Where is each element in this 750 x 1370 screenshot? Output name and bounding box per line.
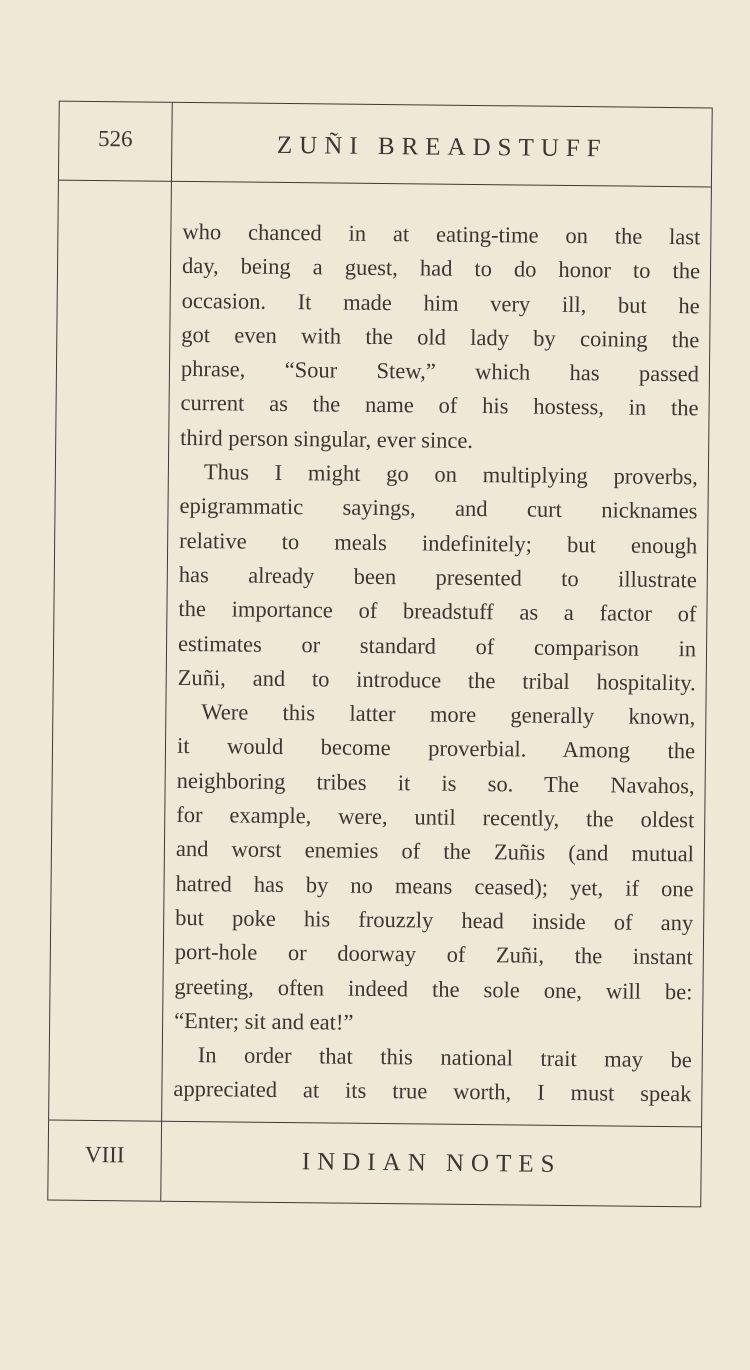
text-line: for example, were, until recently, the oldest — [176, 801, 695, 833]
column-divider — [160, 103, 172, 1201]
series-title: INDIAN NOTES — [301, 1148, 562, 1178]
text-line: but poke his frouzzly head inside of any — [175, 904, 694, 936]
text-line: Thus I might go on multiplying proverbs, — [203, 459, 699, 490]
text-line: occasion. It made him very ill, but he — [181, 287, 700, 318]
text-line: relative to meals indefinitely; but enough — [179, 527, 698, 558]
text-line: Were this latter more generally known, — [201, 699, 696, 730]
page-number: 526 — [98, 126, 133, 152]
text-line: estimates or standard of comparison in — [177, 630, 697, 661]
text-line: current as the name of his hostess, in the — [180, 390, 699, 421]
text-line: greeting, often indeed the sole one, will be: — [174, 973, 693, 1004]
text-line: phrase, “Sour Stew,” which has passed — [180, 356, 700, 387]
text-line: got even with the old lady by coining the — [181, 321, 700, 353]
text-line: and worst enemies of the Zuñis (and mutual — [175, 836, 695, 867]
page-frame — [47, 101, 712, 1208]
text-line: hatred has by no means ceased); yet, if one — [175, 870, 694, 901]
text-line: it would become proverbial. Among the — [176, 733, 696, 764]
text-line: who chanced in at eating-time on the last — [182, 218, 701, 250]
text-line: has already been presented to illustrate — [178, 561, 697, 593]
body-text — [173, 215, 700, 1112]
text-line: day, being a guest, had to do honor to the — [181, 253, 701, 284]
text-line: the importance of breadstuff as a factor of — [178, 596, 697, 627]
text-line: neighboring tribes it is so. The Navahos, — [176, 767, 695, 799]
header-rule — [59, 180, 711, 188]
text-line: third person singular, ever since. — [180, 424, 474, 453]
text-line: “Enter; sit and eat!” — [174, 1007, 354, 1035]
running-title: ZUÑI BREADSTUFF — [276, 131, 608, 163]
volume-number: VIII — [84, 1141, 125, 1168]
text-line: appreciated at its true worth, I must speak — [173, 1076, 692, 1107]
text-line: Zuñi, and to introduce the tribal hospitality. — [177, 664, 696, 696]
text-line: In order that this national trait may be — [197, 1042, 692, 1073]
footer-rule — [49, 1120, 701, 1128]
text-line: epigrammatic sayings, and curt nicknames — [179, 493, 698, 524]
text-line: port-hole or doorway of Zuñi, the instant — [174, 939, 693, 970]
